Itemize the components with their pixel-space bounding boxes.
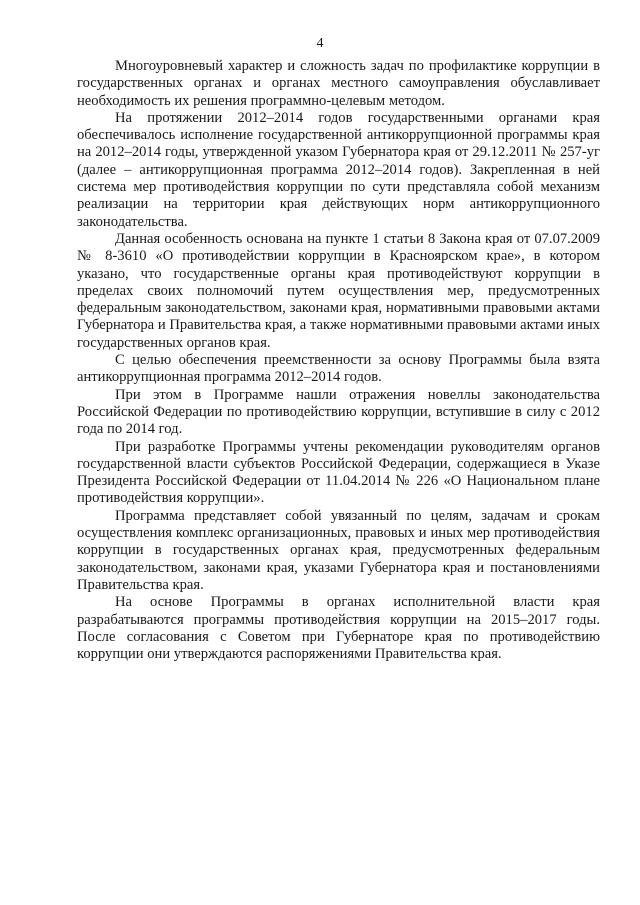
paragraph: Программа представляет собой увязанный по целям, задачам и срокам осуществления комплекс организационных, правовых и иных мер противодействия коррупции в государственных органах края, предусмотренных федеральным законодательством, законами края, указами Губернатора края и постановлениями Правительства края.: [77, 507, 600, 593]
paragraph: Данная особенность основана на пункте 1 статьи 8 Закона края от 07.07.2009 № 8-3610 «О противодействии коррупции в Красноярском крае», в котором указано, что государственные органы края противодействуют коррупции в пределах своих полномочий путем осуществления мер, предусмотренных федеральным законодательством, законами края, нормативными правовыми актами Губернатора и Правительства края, а также нормативными правовыми актами иных государственных органов края.: [77, 230, 600, 351]
paragraph: При этом в Программе нашли отражения новеллы законодательства Российской Федерации по противодействию коррупции, вступившие в силу с 2012 года по 2014 год.: [77, 386, 600, 438]
paragraph: С целью обеспечения преемственности за основу Программы была взята антикоррупционная программа 2012–2014 годов.: [77, 352, 600, 386]
page-number: 4: [316, 36, 324, 51]
paragraph: При разработке Программы учтены рекомендации руководителям органов государственной власти субъектов Российской Федерации, содержащиеся в Указе Президента Российской Федерации от 11.04.2014 № 226 «О Национальном плане противодействия коррупции».: [77, 438, 600, 507]
paragraph: Многоуровневый характер и сложность задач по профилактике коррупции в государственных органах и органах местного самоуправления обуславливает необходимость их решения программно-целевым методом.: [77, 58, 600, 109]
document-body: [77, 58, 600, 663]
paragraph: На протяжении 2012–2014 годов государственными органами края обеспечивалось исполнение государственной антикоррупционной программы края на 2012–2014 годы, утвержденной указом Губернатора края от 29.12.2011 № 257-уг (далее – антикоррупционная программа 2012–2014 годов). Закрепленная в ней система мер противодействия коррупции по сути представляла собой механизм реализации на территории края действующих норм антикоррупционного законодательства.: [77, 109, 600, 230]
paragraph: На основе Программы в органах исполнительной власти края разрабатываются программы противодействия коррупции на 2015–2017 годы. После согласования с Советом при Губернаторе края по противодействию коррупции они утверждаются распоряжениями Правительства края.: [77, 594, 600, 663]
